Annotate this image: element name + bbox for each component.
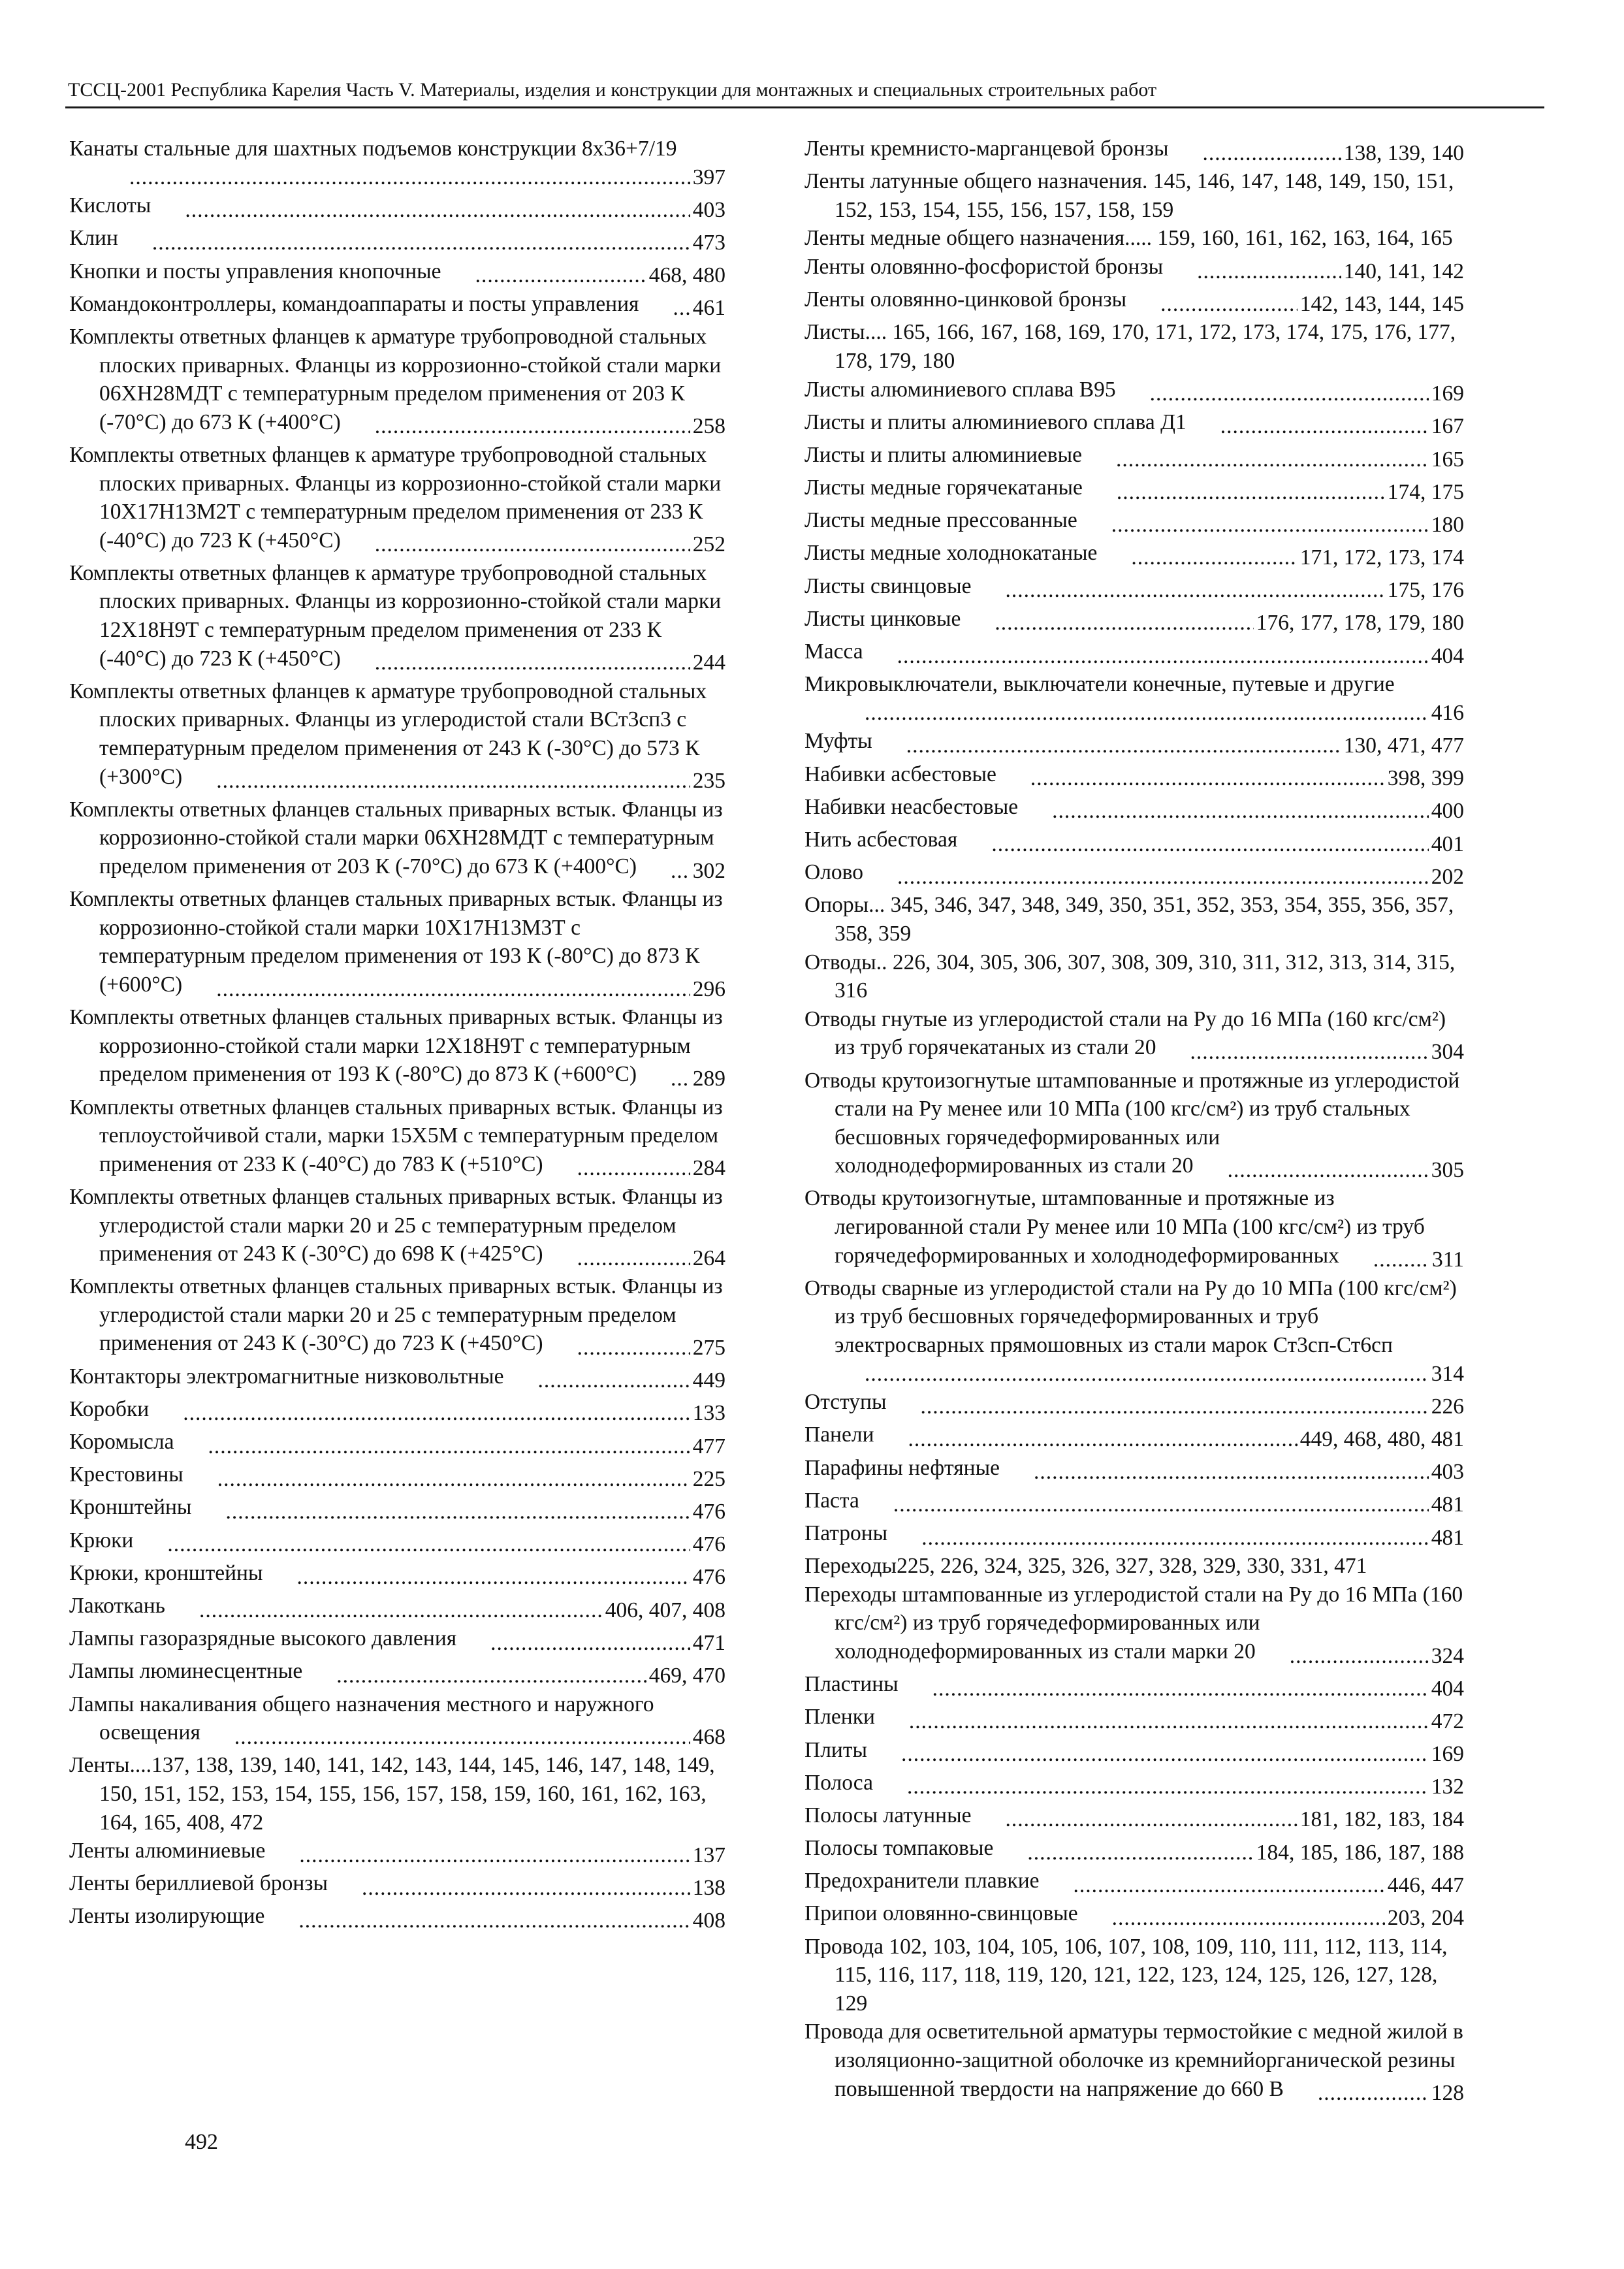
index-entry bbox=[804, 506, 1464, 539]
index-entry bbox=[69, 677, 725, 796]
dot-leader bbox=[225, 1498, 690, 1526]
index-entry bbox=[804, 1769, 1464, 1801]
dot-leader bbox=[1228, 1156, 1429, 1185]
dot-leader bbox=[490, 1629, 690, 1658]
dot-leader bbox=[995, 609, 1253, 637]
index-entry bbox=[69, 441, 725, 559]
index-page-refs: 305 bbox=[1429, 1156, 1464, 1185]
index-entry bbox=[69, 1183, 725, 1272]
index-term: Паста bbox=[804, 1488, 859, 1513]
index-entry bbox=[69, 559, 725, 677]
index-term: Полоса bbox=[804, 1770, 873, 1795]
index-entry bbox=[69, 1362, 725, 1395]
index-page-refs: 403 bbox=[1429, 1458, 1464, 1487]
dot-leader bbox=[1112, 1904, 1385, 1933]
index-entry bbox=[69, 1869, 725, 1902]
index-term: Отводы сварные из углеродистой стали на Ру до 10 МПа (100 кгс/см²) из труб бесшовных горячедеформированных и труб электросварных прямошовных из стали марок Ст3сп-Ст6сп bbox=[804, 1276, 1457, 1358]
index-term: Набивки асбестовые bbox=[804, 762, 996, 786]
dot-leader bbox=[375, 412, 690, 441]
index-page-refs: 264 bbox=[690, 1244, 725, 1273]
dot-leader bbox=[129, 163, 690, 192]
index-term: Ленты медные общего назначения bbox=[804, 226, 1125, 251]
index-term: Опоры bbox=[804, 893, 869, 918]
index-entry bbox=[69, 1272, 725, 1362]
index-entry bbox=[804, 1552, 1464, 1581]
dot-leader bbox=[577, 1244, 690, 1273]
dot-leader bbox=[167, 1530, 690, 1559]
dot-leader bbox=[909, 1707, 1429, 1736]
index-page-refs: 128 bbox=[1429, 2079, 1464, 2108]
index-page-refs: 468, 480 bbox=[646, 261, 725, 290]
index-term: Канаты стальные для шахтных подъемов конструкции 8х36+7/19 bbox=[69, 137, 677, 161]
index-page-refs: 476 bbox=[690, 1563, 725, 1592]
dot-leader bbox=[932, 1675, 1429, 1703]
dot-leader bbox=[1203, 139, 1341, 168]
index-term: Пластины bbox=[804, 1672, 899, 1697]
index-term: Листы и плиты алюминиевого сплава Д1 bbox=[804, 410, 1186, 434]
index-entry bbox=[804, 858, 1464, 891]
dot-leader bbox=[1373, 1246, 1429, 1274]
index-term: Крестовины bbox=[69, 1462, 183, 1487]
dot-leader bbox=[671, 1065, 690, 1093]
index-entry bbox=[804, 135, 1464, 167]
dot-leader bbox=[577, 1154, 690, 1183]
index-entry bbox=[69, 1428, 725, 1460]
dot-leader bbox=[1197, 257, 1341, 286]
index-term: Ленты оловянно-фосфористой бронзы bbox=[804, 254, 1164, 279]
index-entry bbox=[804, 826, 1464, 858]
dot-leader bbox=[921, 1524, 1429, 1553]
dot-leader bbox=[906, 732, 1341, 760]
index-term: Кронштейны bbox=[69, 1495, 192, 1520]
index-term: Клин bbox=[69, 226, 118, 251]
index-term: Крюки bbox=[69, 1528, 134, 1553]
dot-leader bbox=[897, 642, 1429, 671]
index-term: Патроны bbox=[804, 1521, 888, 1545]
index-column-left bbox=[69, 135, 725, 1935]
index-page-refs: 476 bbox=[690, 1498, 725, 1526]
index-entry bbox=[69, 1837, 725, 1869]
index-entry bbox=[804, 474, 1464, 506]
index-page-refs: 138, 139, 140 bbox=[1341, 139, 1464, 168]
dot-leader bbox=[577, 1334, 690, 1362]
index-page-refs: 175, 176 bbox=[1385, 576, 1464, 605]
index-term: Контакторы электромагнитные низковольтные bbox=[69, 1364, 504, 1389]
index-term: Панели bbox=[804, 1423, 874, 1447]
index-term: Коромысла bbox=[69, 1430, 174, 1455]
page-number: 492 bbox=[185, 2130, 218, 2154]
dot-leader bbox=[199, 1596, 603, 1625]
index-entry bbox=[804, 224, 1464, 253]
index-entry bbox=[804, 1184, 1464, 1274]
dot-leader bbox=[1150, 379, 1429, 408]
index-term: Отводы bbox=[804, 950, 876, 974]
index-page-refs: 225 bbox=[690, 1465, 725, 1494]
index-entry bbox=[804, 1801, 1464, 1834]
dot-leader bbox=[1005, 576, 1384, 605]
index-term: Провода для осветительной арматуры термостойкие с медной жилой в изоляционно-защитной оболочке из кремнийорганической резины повышенной твердости на напряжение до 660 В bbox=[804, 2020, 1463, 2101]
index-page-refs: 142, 143, 144, 145 bbox=[1298, 290, 1464, 319]
index-entry bbox=[69, 1657, 725, 1690]
index-page-refs: 416 bbox=[1429, 699, 1464, 728]
index-page-refs: 138 bbox=[690, 1874, 725, 1903]
dot-leader bbox=[475, 261, 646, 290]
index-term: Командоконтроллеры, командоаппараты и посты управления bbox=[69, 291, 639, 316]
index-term: Комплекты ответных фланцев к арматуре трубопроводной стальных плоских приварных. Фланцы из углеродистой стали ВСт3сп3 с температурным пределом применения от 243 К (-30°С) до 573 К (+300°С) bbox=[69, 679, 707, 789]
dot-leader bbox=[907, 1773, 1429, 1801]
index-term: Комплекты ответных фланцев стальных приварных встык. Фланцы из коррозионно-стойкой стали марки 06ХН28МДТ с температурным пределом применения от 203 К (-70°С) до 673 К (+400°С) bbox=[69, 797, 723, 878]
index-term: Нить асбестовая bbox=[804, 827, 958, 852]
index-page-refs: 408 bbox=[690, 1907, 725, 1935]
dot-leader bbox=[152, 229, 690, 257]
index-entry bbox=[804, 285, 1464, 318]
index-term: Комплекты ответных фланцев стальных приварных встык. Фланцы из углеродистой стали марки 20 и 25 с температурным пределом применения от 243 К (-30°С) до 723 К (+450°С) bbox=[69, 1274, 723, 1356]
dot-leader bbox=[1116, 445, 1429, 474]
index-term: Парафины нефтяные bbox=[804, 1455, 1000, 1480]
index-entry bbox=[804, 1933, 1464, 2018]
index-page-refs: 252 bbox=[690, 530, 725, 559]
index-entry bbox=[804, 1487, 1464, 1519]
index-term: Листы медные горячекатаные bbox=[804, 475, 1083, 500]
index-entry bbox=[804, 167, 1464, 224]
index-page-refs: 132 bbox=[1429, 1773, 1464, 1801]
index-term: Листы медные холоднокатаные bbox=[804, 541, 1098, 566]
index-entry bbox=[804, 572, 1464, 605]
index-page-refs: 289 bbox=[690, 1065, 725, 1093]
dot-leader bbox=[1290, 1642, 1429, 1671]
index-page-refs: 449 bbox=[690, 1366, 725, 1395]
index-page-refs: 235 bbox=[690, 767, 725, 796]
dot-leader bbox=[897, 863, 1429, 892]
index-term: Листы свинцовые bbox=[804, 573, 972, 598]
index-page-refs: 404 bbox=[1429, 642, 1464, 671]
index-entry bbox=[69, 1559, 725, 1592]
dot-leader bbox=[901, 1740, 1429, 1769]
dot-leader bbox=[865, 1360, 1429, 1389]
dot-leader bbox=[673, 294, 690, 323]
dot-leader bbox=[1318, 2079, 1429, 2108]
index-term: Плиты bbox=[804, 1737, 867, 1762]
index-entry bbox=[804, 1899, 1464, 1932]
index-term: Ленты кремнисто-марганцевой бронзы bbox=[804, 137, 1169, 161]
index-page-refs: 314 bbox=[1429, 1360, 1464, 1389]
index-entry bbox=[804, 539, 1464, 571]
index-entry bbox=[69, 290, 725, 323]
index-term: Ленты алюминиевые bbox=[69, 1839, 266, 1863]
index-term: Комплекты ответных фланцев к арматуре трубопроводной стальных плоских приварных. Фланцы из коррозионно-стойкой стали марки 12Х18Н9Т с температурным пределом применения от 233 К (-40°С) до 723 К (+450°С) bbox=[69, 560, 722, 671]
index-term: Листы цинковые bbox=[804, 606, 961, 631]
index-term: Листы и плиты алюминиевые bbox=[804, 442, 1082, 467]
dot-leader bbox=[234, 1723, 690, 1752]
index-entry bbox=[804, 1670, 1464, 1703]
dot-leader bbox=[336, 1662, 646, 1690]
index-page-refs: 400 bbox=[1429, 797, 1464, 826]
index-page-refs: 176, 177, 178, 179, 180 bbox=[1254, 609, 1464, 637]
index-entry bbox=[804, 670, 1464, 727]
index-entry bbox=[804, 318, 1464, 375]
index-entry bbox=[69, 1624, 725, 1657]
index-page-refs: 397 bbox=[690, 163, 725, 192]
index-page-refs: .. 226, 304, 305, 306, 307, 308, 309, 310, 311, 312, 313, 314, 315, 316 bbox=[835, 950, 1456, 1003]
index-page-refs: . 145, 146, 147, 148, 149, 150, 151, 152, 153, 154, 155, 156, 157, 158, 159 bbox=[835, 169, 1454, 222]
index-page-refs: 244 bbox=[690, 649, 725, 677]
index-entry bbox=[804, 1067, 1464, 1185]
index-term: Комплекты ответных фланцев стальных приварных встык. Фланцы из коррозионно-стойкой стали марки 12Х18Н9Т с температурным пределом применения от 193 К (-80°С) до 873 К (+600°С) bbox=[69, 1005, 723, 1087]
index-page-refs: 481 bbox=[1429, 1524, 1464, 1553]
index-page-refs: 404 bbox=[1429, 1675, 1464, 1703]
index-entry bbox=[69, 191, 725, 224]
index-page-refs: 481 bbox=[1429, 1490, 1464, 1519]
dot-leader bbox=[217, 1465, 690, 1494]
index-term: Припои оловянно-свинцовые bbox=[804, 1901, 1078, 1926]
index-term: Ленты бериллиевой бронзы bbox=[69, 1871, 328, 1896]
dot-leader bbox=[1190, 1038, 1429, 1067]
index-entry bbox=[69, 885, 725, 1003]
index-term: Масса bbox=[804, 639, 863, 664]
index-column-right bbox=[804, 135, 1464, 2108]
dot-leader bbox=[865, 699, 1429, 728]
index-page-refs: 469, 470 bbox=[646, 1662, 725, 1690]
index-page-refs: 401 bbox=[1429, 830, 1464, 859]
index-entry bbox=[804, 1274, 1464, 1388]
index-page-refs: 258 bbox=[690, 412, 725, 441]
index-entry bbox=[804, 1736, 1464, 1769]
index-term: Отводы гнутые из углеродистой стали на Ру до 16 МПа (160 кгс/см²) из труб горячекатаных из стали 20 bbox=[804, 1006, 1446, 1060]
index-entry bbox=[69, 1493, 725, 1526]
dot-leader bbox=[1074, 1871, 1385, 1900]
index-page-refs: 184, 185, 186, 187, 188 bbox=[1254, 1839, 1464, 1867]
index-term: Переходы штампованные из углеродистой стали на Ру до 16 МПа (160 кгс/см²) из труб горячедеформированных или холоднодеформированных из стали марки 20 bbox=[804, 1582, 1463, 1664]
index-entry bbox=[804, 1703, 1464, 1735]
index-entry bbox=[804, 2018, 1464, 2107]
index-page-refs: 133 bbox=[690, 1399, 725, 1428]
index-entry bbox=[804, 1867, 1464, 1899]
index-page-refs: 140, 141, 142 bbox=[1341, 257, 1464, 286]
index-page-refs: 181, 182, 183, 184 bbox=[1298, 1805, 1464, 1834]
index-entry bbox=[804, 1581, 1464, 1670]
index-term: Ленты латунные общего назначения bbox=[804, 169, 1143, 194]
index-page-refs: 406, 407, 408 bbox=[603, 1596, 725, 1625]
dot-leader bbox=[908, 1425, 1298, 1454]
index-entry bbox=[804, 253, 1464, 285]
index-term: Отступы bbox=[804, 1390, 887, 1415]
index-page-refs: 165 bbox=[1429, 445, 1464, 474]
index-entry bbox=[804, 1834, 1464, 1867]
index-entry bbox=[804, 1388, 1464, 1421]
index-page-refs: 476 bbox=[690, 1530, 725, 1559]
index-entry bbox=[69, 1902, 725, 1935]
index-entry bbox=[804, 891, 1464, 948]
index-page-refs: 304 bbox=[1429, 1038, 1464, 1067]
index-term: Полосы латунные bbox=[804, 1803, 972, 1827]
dot-leader bbox=[538, 1366, 690, 1395]
dot-leader bbox=[216, 767, 690, 796]
index-term: Кислоты bbox=[69, 193, 151, 218]
index-entry bbox=[804, 1005, 1464, 1067]
index-entry bbox=[804, 948, 1464, 1005]
index-entry bbox=[69, 257, 725, 290]
index-term: Полосы томпаковые bbox=[804, 1836, 994, 1861]
index-term: Листы алюминиевого сплава В95 bbox=[804, 377, 1116, 402]
index-term: Лакоткань bbox=[69, 1593, 165, 1618]
index-term: Коробки bbox=[69, 1396, 150, 1421]
index-page-refs: 324 bbox=[1429, 1642, 1464, 1671]
index-page-refs: ....137, 138, 139, 140, 141, 142, 143, 144, 145, 146, 147, 148, 149, 150, 151, 152, 153, 154, 155, 156, 157, 158, 159, 160, 161, 162, 163, 164, 165, 408, 472 bbox=[99, 1753, 715, 1835]
index-page-refs: 473 bbox=[690, 229, 725, 257]
dot-leader bbox=[1220, 412, 1429, 441]
dot-leader bbox=[183, 1399, 690, 1428]
index-page-refs: ..... 159, 160, 161, 162, 163, 164, 165 bbox=[1124, 226, 1453, 251]
index-page-refs: 137 bbox=[690, 1841, 725, 1870]
index-page-refs: 461 bbox=[690, 294, 725, 323]
index-page-refs: 169 bbox=[1429, 1740, 1464, 1769]
index-page-refs: 130, 471, 477 bbox=[1341, 732, 1464, 760]
index-page-refs: .... 165, 166, 167, 168, 169, 170, 171, 172, 173, 174, 175, 176, 177, 178, 179, 180 bbox=[835, 320, 1456, 373]
index-entry bbox=[804, 760, 1464, 793]
dot-leader bbox=[1034, 1458, 1429, 1487]
index-page-refs: 180 bbox=[1429, 511, 1464, 539]
dot-leader bbox=[991, 830, 1428, 859]
dot-leader bbox=[375, 530, 690, 559]
dot-leader bbox=[299, 1841, 690, 1870]
index-term: Кнопки и посты управления кнопочные bbox=[69, 259, 441, 283]
index-page-refs: 171, 172, 173, 174 bbox=[1298, 543, 1464, 572]
dot-leader bbox=[1160, 290, 1298, 319]
dot-leader bbox=[375, 649, 690, 677]
index-term: Провода bbox=[804, 1934, 884, 1959]
index-entry bbox=[804, 637, 1464, 670]
index-term: Муфты bbox=[804, 729, 872, 754]
index-page-refs: 102, 103, 104, 105, 106, 107, 108, 109, 110, 111, 112, 113, 114, 115, 116, 117, 118, 119, 120, 121, 122, 123, 124, 125, 126, 127, 128, 129 bbox=[835, 1934, 1448, 2016]
index-entry bbox=[804, 727, 1464, 760]
header-rule bbox=[65, 106, 1544, 108]
index-term: Листы bbox=[804, 320, 865, 345]
index-term: Пленки bbox=[804, 1705, 875, 1730]
index-page-refs: 311 bbox=[1429, 1246, 1464, 1274]
running-header: ТССЦ-2001 Республика Карелия Часть V. Материалы, изделия и конструкции для монтажных и специальных строительных работ bbox=[68, 79, 1157, 101]
index-entry bbox=[69, 135, 725, 191]
index-entry bbox=[69, 1093, 725, 1183]
index-term: Комплекты ответных фланцев стальных приварных встык. Фланцы из коррозионно-стойкой стали марки 10Х17Н13М3Т с температурным пределом применения от 193 К (-80°С) до 873 К (+600°С) bbox=[69, 887, 723, 997]
index-entry bbox=[69, 1460, 725, 1493]
index-entry bbox=[804, 376, 1464, 408]
index-entry bbox=[804, 1519, 1464, 1552]
index-term: Предохранители плавкие bbox=[804, 1869, 1040, 1893]
dot-leader bbox=[185, 196, 690, 225]
index-page-refs: 275 bbox=[690, 1334, 725, 1362]
index-term: Олово bbox=[804, 860, 863, 885]
index-entry bbox=[69, 1395, 725, 1428]
index-page-refs: 472 bbox=[1429, 1707, 1464, 1736]
dot-leader bbox=[1131, 543, 1297, 572]
dot-leader bbox=[1027, 1839, 1253, 1867]
index-entry bbox=[69, 796, 725, 885]
index-term: Отводы крутоизогнутые, штампованные и протяжные из легированной стали Ру менее или 10 МПа (100 кгс/см²) из труб горячедеформированных и холоднодеформированных bbox=[804, 1186, 1425, 1268]
index-page-refs: 169 bbox=[1429, 379, 1464, 408]
index-entry bbox=[804, 605, 1464, 637]
index-term: Комплекты ответных фланцев стальных приварных встык. Фланцы из углеродистой стали марки 20 и 25 с температурным пределом применения от 243 К (-30°С) до 698 К (+425°С) bbox=[69, 1184, 723, 1266]
index-entry bbox=[69, 1003, 725, 1093]
index-page-refs: 203, 204 bbox=[1385, 1904, 1464, 1933]
index-entry bbox=[804, 1421, 1464, 1453]
dot-leader bbox=[671, 857, 690, 886]
dot-leader bbox=[1052, 797, 1429, 826]
dot-leader bbox=[216, 975, 690, 1004]
index-page-refs: 174, 175 bbox=[1385, 478, 1464, 507]
index-page-refs: 296 bbox=[690, 975, 725, 1004]
index-page-refs: 226 bbox=[1429, 1392, 1464, 1421]
index-term: Микровыключатели, выключатели конечные, путевые и другие bbox=[804, 672, 1395, 697]
index-term: Набивки неасбестовые bbox=[804, 794, 1019, 819]
dot-leader bbox=[362, 1874, 690, 1903]
index-entry bbox=[69, 1751, 725, 1837]
index-entry bbox=[69, 1592, 725, 1624]
index-entry bbox=[69, 1526, 725, 1559]
dot-leader bbox=[1111, 511, 1429, 539]
index-term: Лампы люминесцентные bbox=[69, 1659, 303, 1684]
index-page-refs: ... 345, 346, 347, 348, 349, 350, 351, 352, 353, 354, 355, 356, 357, 358, 359 bbox=[835, 893, 1454, 946]
index-page-refs: 403 bbox=[690, 196, 725, 225]
index-page-refs: 468 bbox=[690, 1723, 725, 1752]
dot-leader bbox=[893, 1490, 1429, 1519]
dot-leader bbox=[1117, 478, 1385, 507]
index-term: Ленты изолирующие bbox=[69, 1904, 265, 1929]
index-page-refs: 398, 399 bbox=[1385, 764, 1464, 793]
index-term: Лампы накаливания общего назначения местного и наружного освещения bbox=[69, 1692, 654, 1745]
index-page-refs: 202 bbox=[1429, 863, 1464, 892]
index-term: Комплекты ответных фланцев стальных приварных встык. Фланцы из теплоустойчивой стали, марки 15Х5М с температурным пределом применения от 233 К (-40°С) до 783 К (+510°С) bbox=[69, 1095, 723, 1176]
index-page-refs: 471 bbox=[690, 1629, 725, 1658]
index-page-refs: 167 bbox=[1429, 412, 1464, 441]
dot-leader bbox=[298, 1907, 690, 1935]
index-term: Ленты оловянно-цинковой бронзы bbox=[804, 287, 1127, 312]
dot-leader bbox=[208, 1432, 690, 1461]
index-entry bbox=[69, 323, 725, 441]
index-term: Комплекты ответных фланцев к арматуре трубопроводной стальных плоских приварных. Фланцы из коррозионно-стойкой стали марки 10Х17Н13М2Т с температурным пределом применения от 233 К (-40°С) до 723 К (+450°С) bbox=[69, 442, 722, 553]
index-entry bbox=[804, 441, 1464, 474]
index-term: Ленты bbox=[69, 1753, 130, 1778]
dot-leader bbox=[1030, 764, 1385, 793]
dot-leader bbox=[921, 1392, 1429, 1421]
index-page-refs: 446, 447 bbox=[1385, 1871, 1464, 1900]
index-entry bbox=[804, 408, 1464, 441]
index-term: Отводы крутоизогнутые штампованные и протяжные из углеродистой стали на Ру менее или 10 МПа (100 кгс/см²) из труб стальных бесшовных горячедеформированных или холоднодеформированных из стали 20 bbox=[804, 1068, 1460, 1178]
index-entry bbox=[804, 1454, 1464, 1487]
index-term: Лампы газоразрядные высокого давления bbox=[69, 1626, 457, 1651]
index-term: Листы медные прессованные bbox=[804, 508, 1077, 533]
index-entry bbox=[804, 793, 1464, 826]
index-entry bbox=[69, 224, 725, 257]
index-page-refs: 302 bbox=[690, 857, 725, 886]
dot-leader bbox=[296, 1563, 690, 1592]
index-term: Комплекты ответных фланцев к арматуре трубопроводной стальных плоских приварных. Фланцы из коррозионно-стойкой стали марки 06ХН28МДТ с температурным пределом применения от 203 К (-70°С) до 673 К (+400°С) bbox=[69, 324, 722, 434]
index-term: Переходы bbox=[804, 1554, 897, 1579]
index-page-refs: 477 bbox=[690, 1432, 725, 1461]
index-page-refs: 449, 468, 480, 481 bbox=[1298, 1425, 1464, 1454]
dot-leader bbox=[1005, 1805, 1297, 1834]
index-entry bbox=[69, 1690, 725, 1752]
index-page-refs: 284 bbox=[690, 1154, 725, 1183]
index-page-refs: 225, 226, 324, 325, 326, 327, 328, 329, 330, 331, 471 bbox=[897, 1554, 1367, 1579]
index-term: Крюки, кронштейны bbox=[69, 1560, 263, 1585]
